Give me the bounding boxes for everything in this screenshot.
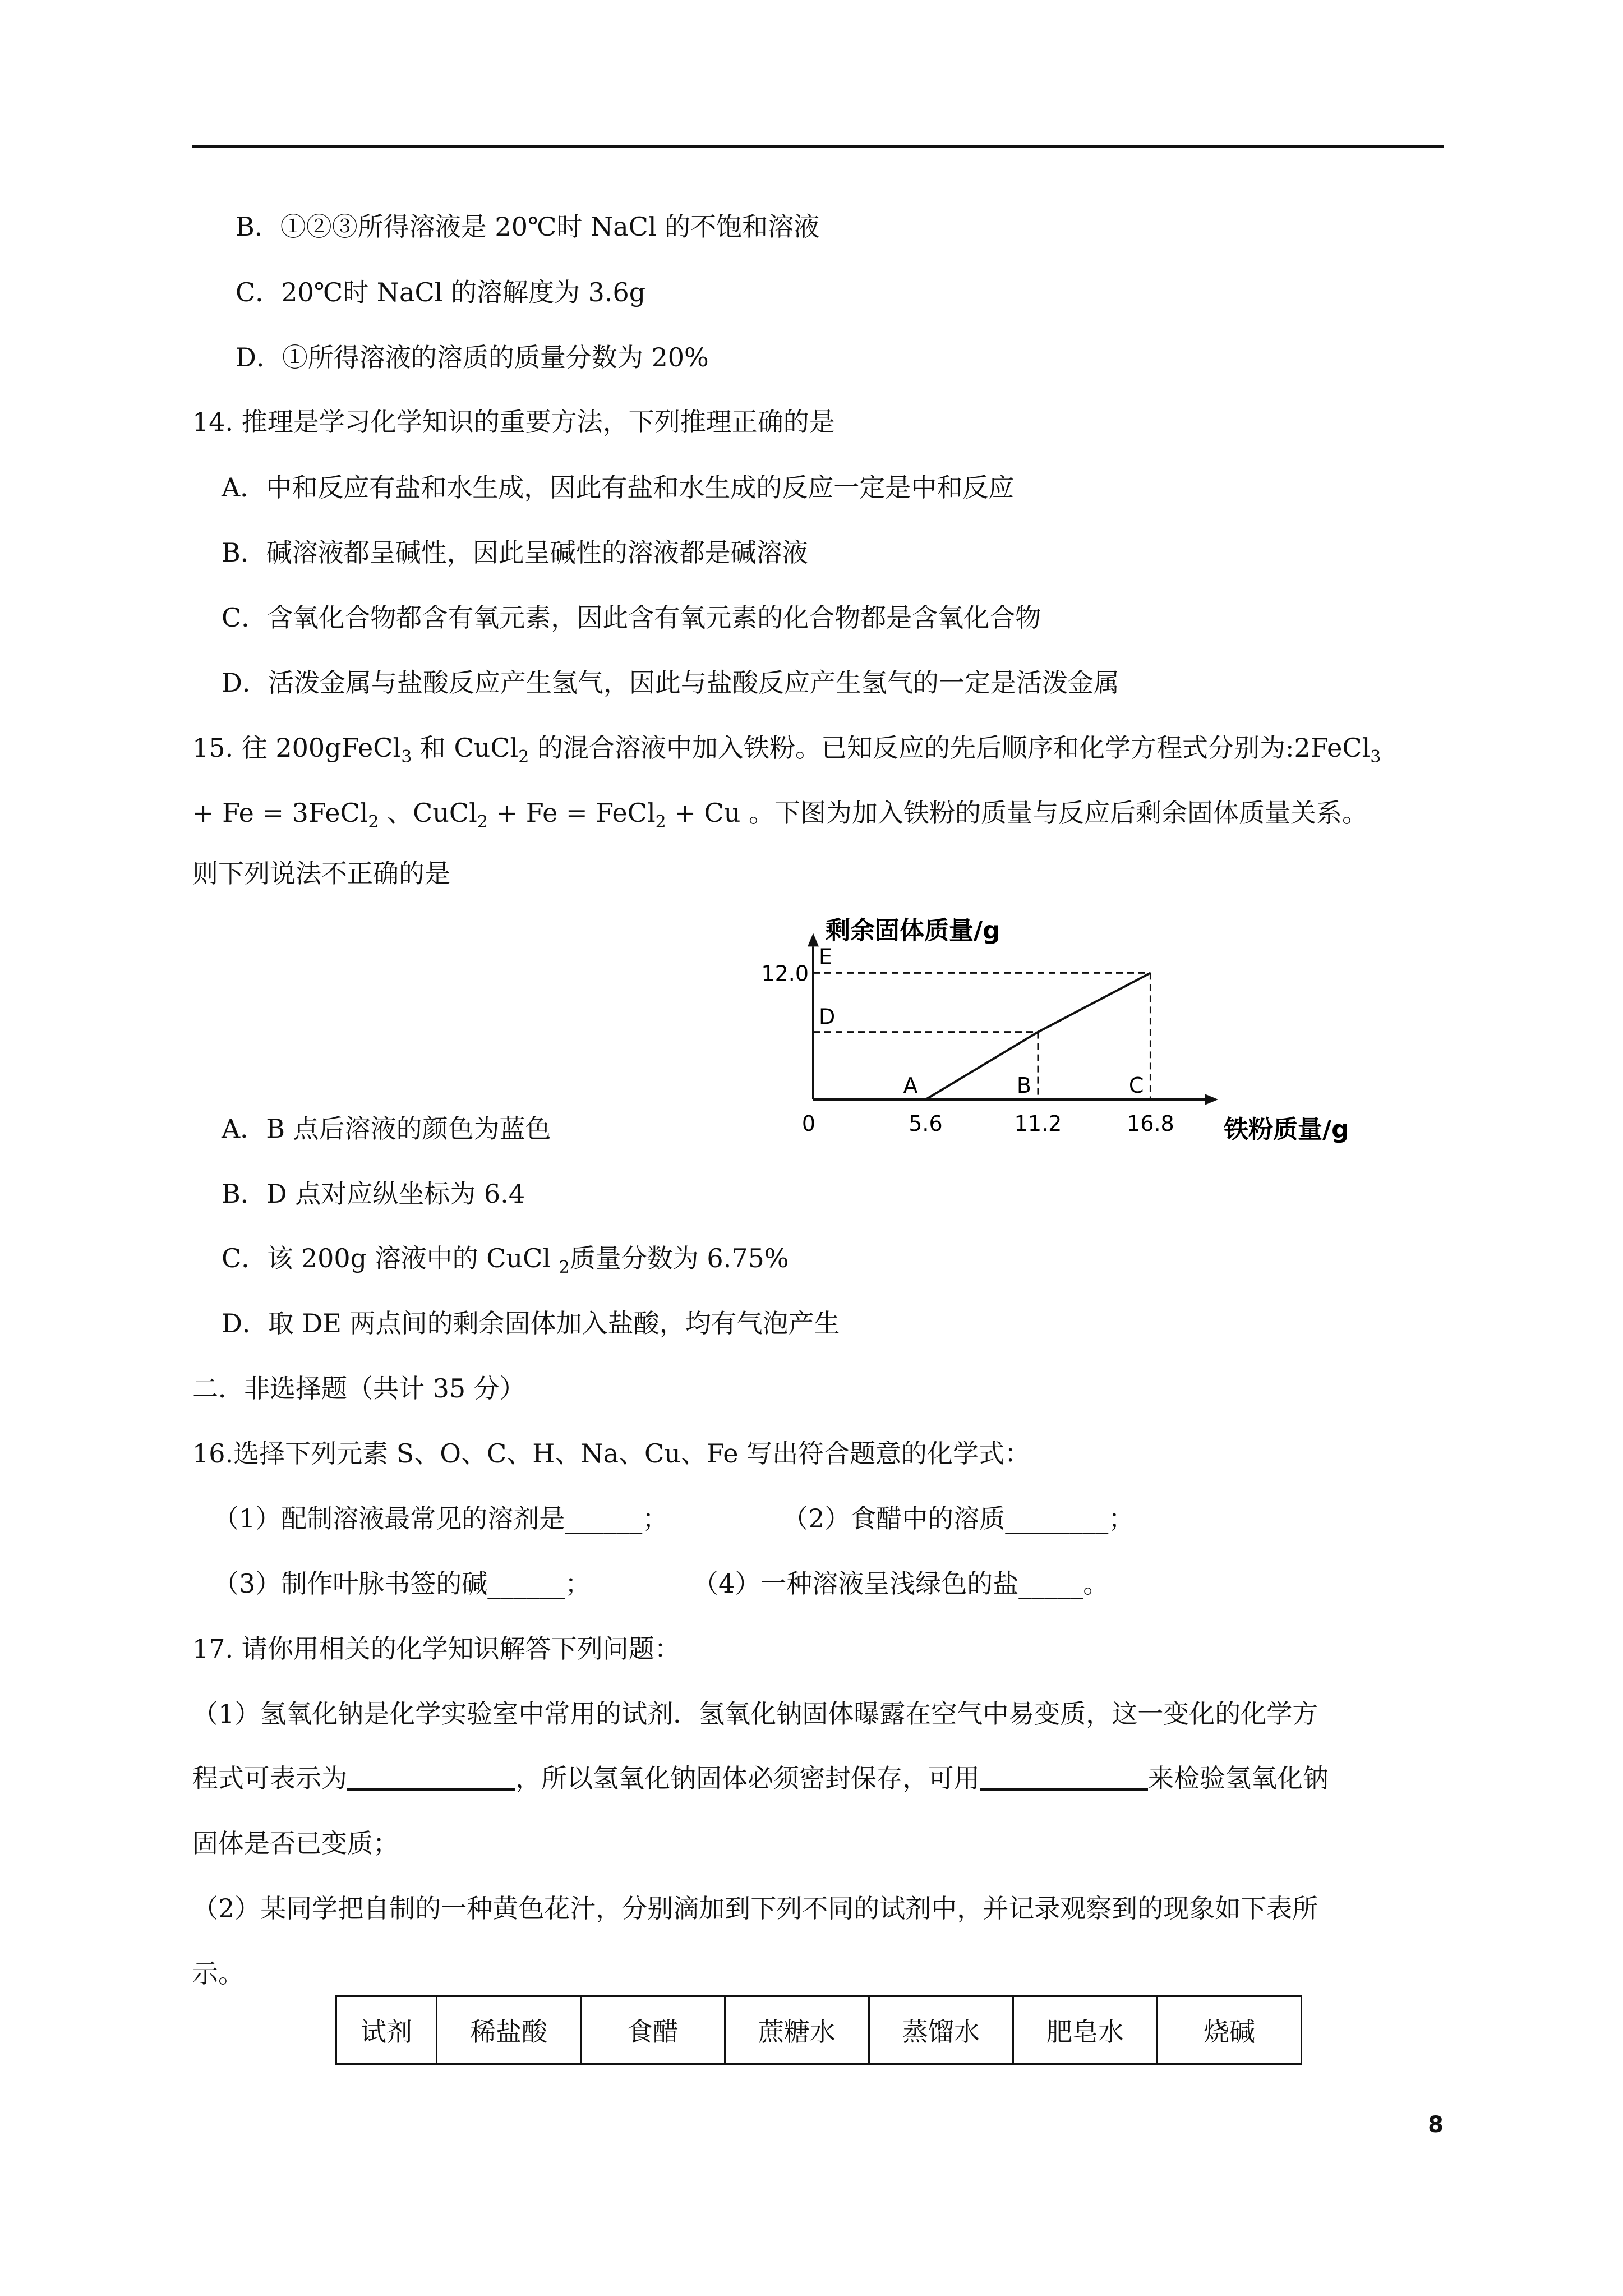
subscript: 3 bbox=[401, 747, 412, 767]
table-cell: 蔗糖水 bbox=[725, 1996, 869, 2064]
x-axis-title: 铁粉质量/g bbox=[1224, 1115, 1349, 1144]
q16-stem: 16.选择下列元素 S、O、C、H、Na、Cu、Fe 写出符合题意的化学式： bbox=[192, 1438, 1031, 1469]
page-number: 8 bbox=[1428, 2112, 1444, 2138]
subscript: 3 bbox=[1370, 747, 1381, 767]
q14-option-c: C．含氧化合物都含有氧元素，因此含有氧元素的化合物都是含氧化合物 bbox=[222, 602, 1041, 633]
q17-part1-line2 bbox=[192, 1761, 1329, 1795]
q15-text: 15. 往 200gFeCl bbox=[192, 733, 402, 763]
reagent-table bbox=[335, 1995, 1302, 2065]
subscript: 2 bbox=[655, 812, 666, 832]
table-cell: 蒸馏水 bbox=[869, 1996, 1013, 2064]
q14-option-d: D．活泼金属与盐酸反应产生氢气，因此与盐酸反应产生氢气的一定是活泼金属 bbox=[222, 668, 1119, 698]
subscript: 2 bbox=[559, 1258, 570, 1277]
q15-text: 的混合溶液中加入铁粉。已知反应的先后顺序和化学方程式分别为:2FeCl bbox=[529, 733, 1371, 763]
q16-part3: （3）制作叶脉书签的碱______； bbox=[213, 1568, 591, 1599]
x-tick-label: 5.6 bbox=[909, 1111, 943, 1136]
iron-powder-chart bbox=[729, 892, 1349, 1178]
q17-part1-line3: 固体是否已变质； bbox=[192, 1828, 399, 1858]
q15-text: + Fe = FeCl bbox=[487, 798, 656, 828]
q15-option-c bbox=[222, 1241, 789, 1285]
q15-option-a: A．B 点后溶液的颜色为蓝色 bbox=[222, 1114, 551, 1144]
section-heading: 二．非选择题（共计 35 分） bbox=[192, 1373, 525, 1404]
y-axis-arrow bbox=[808, 933, 819, 946]
q15-stem-line1 bbox=[192, 731, 1381, 774]
q17-part1-line1: （1）氢氧化钠是化学实验室中常用的试剂．氢氧化钠固体曝露在空气中易变质，这一变化的化学方 bbox=[192, 1699, 1318, 1729]
point-label-c: C bbox=[1128, 1073, 1144, 1098]
q17-text: 来检验氢氧化钠 bbox=[1148, 1763, 1329, 1793]
q17-part2-line2: 示。 bbox=[192, 1958, 244, 1989]
q15-stem-line2 bbox=[192, 796, 1368, 839]
q14-stem: 14. 推理是学习化学知识的重要方法，下列推理正确的是 bbox=[192, 407, 835, 437]
table-cell: 烧碱 bbox=[1158, 1996, 1302, 2064]
table-row bbox=[336, 1996, 1302, 2064]
origin-label: 0 bbox=[801, 1111, 816, 1136]
point-label-b: B bbox=[1016, 1073, 1031, 1098]
q15-text: 质量分数为 6.75% bbox=[569, 1243, 789, 1273]
q15-text: 和 CuCl bbox=[412, 733, 519, 763]
table-cell: 稀盐酸 bbox=[437, 1996, 581, 2064]
y-axis-title: 剩余固体质量/g bbox=[826, 916, 1000, 945]
q15-option-b: B．D 点对应纵坐标为 6.4 bbox=[222, 1179, 525, 1209]
table-cell: 试剂 bbox=[336, 1996, 437, 2064]
q15-text: 、CuCl bbox=[379, 798, 477, 828]
q14-option-a: A．中和反应有盐和水生成，因此有盐和水生成的反应一定是中和反应 bbox=[222, 472, 1015, 503]
subscript: 2 bbox=[518, 747, 529, 767]
subscript: 2 bbox=[477, 812, 488, 832]
q16-part2: （2）食醋中的溶质________； bbox=[782, 1503, 1135, 1534]
point-label-e: E bbox=[819, 944, 833, 969]
q15-stem-line3: 则下列说法不正确的是 bbox=[192, 858, 450, 889]
answer-blank[interactable] bbox=[980, 1764, 1148, 1791]
q17-text: ，所以氢氧化钠固体必须密封保存，可用 bbox=[515, 1763, 980, 1793]
q13-option-d: D．①所得溶液的溶质的质量分数为 20% bbox=[236, 342, 709, 372]
q15-text: + Fe = 3FeCl bbox=[192, 798, 368, 828]
x-tick-label: 11.2 bbox=[1014, 1111, 1062, 1136]
q17-part2-line1: （2）某同学把自制的一种黄色花汁，分别滴加到下列不同的试剂中，并记录观察到的现象如下表所 bbox=[192, 1893, 1318, 1924]
q15-option-d: D．取 DE 两点间的剩余固体加入盐酸，均有气泡产生 bbox=[222, 1308, 840, 1338]
q15-text: C．该 200g 溶液中的 CuCl bbox=[222, 1243, 559, 1273]
q13-option-b: B．①②③所得溶液是 20℃时 NaCl 的不饱和溶液 bbox=[236, 211, 820, 242]
table-cell: 肥皂水 bbox=[1013, 1996, 1158, 2064]
answer-blank[interactable] bbox=[347, 1764, 515, 1791]
q17-stem: 17. 请你用相关的化学知识解答下列问题： bbox=[192, 1634, 680, 1664]
point-label-a: A bbox=[903, 1073, 918, 1098]
q16-part4: （4）一种溶液呈浅绿色的盐_____。 bbox=[693, 1568, 1109, 1599]
q16-part1: （1）配制溶液最常见的溶剂是______； bbox=[213, 1503, 668, 1534]
q17-text: 程式可表示为 bbox=[192, 1763, 347, 1793]
y-tick-label: 12.0 bbox=[761, 961, 809, 986]
x-tick-label: 16.8 bbox=[1127, 1111, 1174, 1136]
q13-option-c: C．20℃时 NaCl 的溶解度为 3.6g bbox=[236, 277, 646, 307]
point-label-d: D bbox=[819, 1004, 836, 1029]
q14-option-b: B．碱溶液都呈碱性，因此呈碱性的溶液都是碱溶液 bbox=[222, 537, 808, 568]
header-rule bbox=[192, 145, 1444, 148]
q15-text: + Cu 。下图为加入铁粉的质量与反应后剩余固体质量关系。 bbox=[666, 798, 1368, 828]
subscript: 2 bbox=[368, 812, 379, 832]
x-axis-arrow bbox=[1205, 1094, 1218, 1105]
table-cell: 食醋 bbox=[581, 1996, 725, 2064]
